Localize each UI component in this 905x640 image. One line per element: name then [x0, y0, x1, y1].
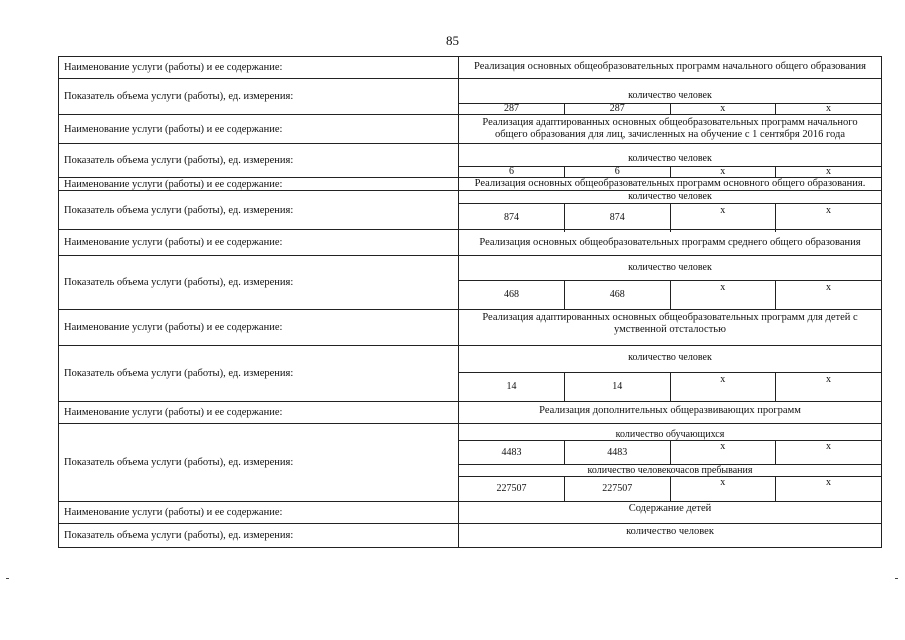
- scan-mark: [895, 578, 898, 579]
- service-name: Реализация дополнительных общеразвивающих программ: [459, 402, 882, 424]
- services-table: [58, 56, 882, 548]
- unit-label: количество человекочасов пребывания: [459, 465, 881, 477]
- values-table: [459, 441, 881, 465]
- service-row: [59, 178, 882, 191]
- indicator-label: Показатель объема услуги (работы), ед. измерения:: [59, 424, 459, 502]
- service-name: Реализация основных общеобразовательных программ среднего общего образования: [459, 230, 882, 256]
- values-table: [459, 204, 881, 232]
- service-name: Реализация адаптированных основных общеобразовательных программ начального общего образования для лиц, зачисленных на обучение с 1 сентября 2016 года: [459, 115, 882, 144]
- unit-label: количество человек: [459, 89, 881, 104]
- unit-label: количество человек: [459, 152, 881, 167]
- service-row: [59, 402, 882, 424]
- indicator-row: [59, 79, 882, 115]
- indicator-label: Показатель объема услуги (работы), ед. измерения:: [59, 256, 459, 310]
- value-cell: 4483: [565, 441, 671, 465]
- values-table: [459, 104, 881, 114]
- indicator-label: Показатель объема услуги (работы), ед. измерения:: [59, 191, 459, 230]
- indicator-row: [59, 346, 882, 402]
- value-cell: 14: [459, 373, 565, 401]
- value-cell: х: [670, 441, 776, 465]
- indicator-cell: [459, 346, 882, 402]
- values-table: [459, 281, 881, 309]
- service-label: Наименование услуги (работы) и ее содержание:: [59, 502, 459, 524]
- service-label: Наименование услуги (работы) и ее содержание:: [59, 115, 459, 144]
- indicator-label: Показатель объема услуги (работы), ед. измерения:: [59, 79, 459, 115]
- service-label: Наименование услуги (работы) и ее содержание:: [59, 230, 459, 256]
- service-name: Реализация основных общеобразовательных программ основного общего образования.: [459, 178, 882, 191]
- values-table: [459, 167, 881, 177]
- value-cell: 287: [459, 104, 565, 114]
- value-cell: 4483: [459, 441, 565, 465]
- value-cell: х: [826, 441, 831, 453]
- value-cell: 227507: [565, 477, 671, 501]
- unit-label: количество обучающихся: [459, 429, 881, 441]
- scan-mark: [6, 578, 9, 579]
- service-label: Наименование услуги (работы) и ее содержание:: [59, 310, 459, 346]
- value-cell: 468: [459, 281, 565, 309]
- service-row: [59, 502, 882, 524]
- values-table: [459, 477, 881, 501]
- value-cell: х: [670, 104, 776, 114]
- value-cell: х: [670, 373, 776, 401]
- value-cell: х: [826, 477, 831, 489]
- value-cell: х: [826, 374, 831, 386]
- value-cell: х: [670, 167, 776, 177]
- value-cell: 287: [565, 104, 671, 114]
- service-row: [59, 57, 882, 79]
- service-name: Содержание детей: [459, 502, 882, 524]
- unit-label: количество человек: [459, 260, 881, 281]
- value-cell: х: [826, 282, 831, 294]
- value-cell: х: [670, 281, 776, 309]
- indicator-row: [59, 424, 882, 502]
- indicator-cell: [459, 79, 882, 115]
- value-cell: 6: [459, 167, 565, 177]
- value-cell: 874: [565, 204, 671, 232]
- value-cell: 468: [565, 281, 671, 309]
- indicator-cell: [459, 144, 882, 178]
- indicator-row: [59, 144, 882, 178]
- value-cell: х: [670, 477, 776, 501]
- value-cell: х: [826, 166, 831, 177]
- value-cell: 227507: [459, 477, 565, 501]
- value-cell: х: [670, 204, 776, 232]
- values-table: [459, 373, 881, 401]
- indicator-cell: [459, 424, 882, 502]
- value-cell: 874: [459, 204, 565, 232]
- indicator-label: Показатель объема услуги (работы), ед. измерения:: [59, 524, 459, 548]
- indicator-cell: [459, 256, 882, 310]
- service-name: Реализация основных общеобразовательных программ начального общего образования: [459, 57, 882, 79]
- service-label: Наименование услуги (работы) и ее содержание:: [59, 178, 459, 191]
- service-name: Реализация адаптированных основных общеобразовательных программ для детей с умственной отсталостью: [459, 310, 882, 346]
- service-label: Наименование услуги (работы) и ее содержание:: [59, 402, 459, 424]
- service-row: [59, 230, 882, 256]
- indicator-row: [59, 524, 882, 548]
- indicator-label: Показатель объема услуги (работы), ед. измерения:: [59, 144, 459, 178]
- service-row: [59, 115, 882, 144]
- indicator-label: Показатель объема услуги (работы), ед. измерения:: [59, 346, 459, 402]
- unit-label: количество человек: [459, 350, 881, 373]
- indicator-row: [59, 256, 882, 310]
- value-cell: 6: [565, 167, 671, 177]
- service-row: [59, 310, 882, 346]
- value-cell: х: [826, 103, 831, 114]
- unit-label: количество человек: [459, 191, 881, 204]
- unit-label: количество человек: [459, 524, 882, 548]
- indicator-cell: [459, 191, 882, 230]
- value-cell: 14: [565, 373, 671, 401]
- indicator-row: [59, 191, 882, 230]
- page-number: 85: [446, 33, 459, 48]
- service-label: Наименование услуги (работы) и ее содержание:: [59, 57, 459, 79]
- value-cell: х: [826, 205, 831, 217]
